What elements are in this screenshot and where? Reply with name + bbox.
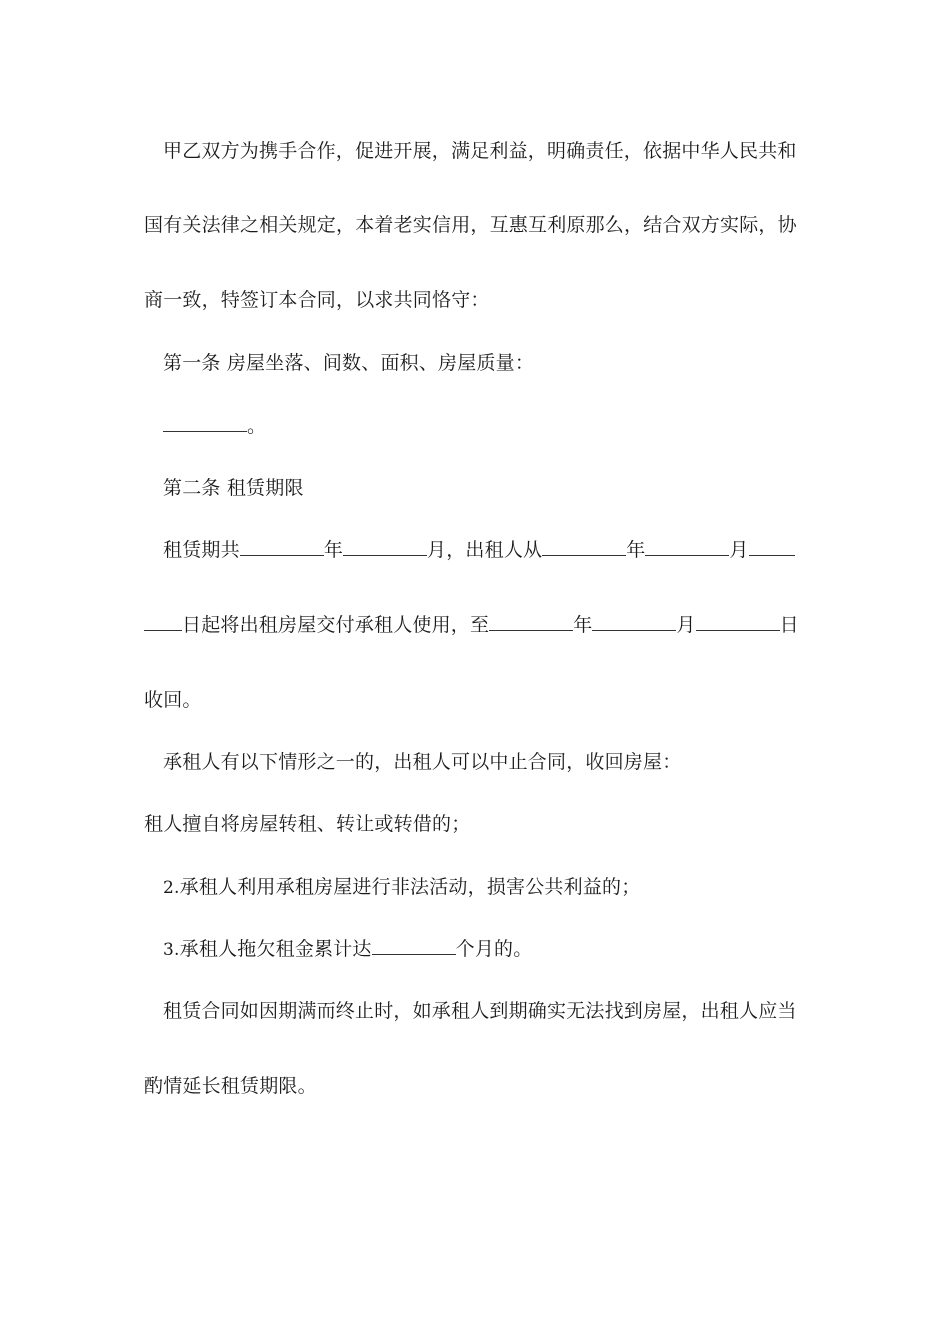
- article-1-blank-end: 。: [247, 415, 267, 437]
- fill-blank: [343, 539, 427, 556]
- lease-period-text: 年: [626, 539, 646, 561]
- termination-item-3: [163, 937, 532, 962]
- lease-period-text: 日: [779, 614, 799, 636]
- termination-item-1: 租人擅自将房屋转租、转让或转借的；: [144, 813, 471, 835]
- lease-period-line-1: [163, 538, 795, 562]
- lease-period-text: 月: [729, 539, 749, 561]
- termination-intro: 承租人有以下情形之一的，出租人可以中止合同，收回房屋：: [163, 751, 682, 773]
- preamble-line-1: 甲乙双方为携手合作，促进开展，满足利益，明确责任，依据中华人民共和: [163, 140, 797, 162]
- fill-blank: [592, 614, 676, 631]
- article-1-heading: 第一条 房屋坐落、间数、面积、房屋质量：: [163, 352, 535, 374]
- item-text: 个月的。: [455, 938, 533, 960]
- item-text: 承租人利用承租房屋进行非法活动，损害公共利益的；: [179, 876, 641, 898]
- lease-period-text: 年: [573, 614, 593, 636]
- fill-blank: [542, 539, 626, 556]
- lease-period-line-2: [144, 613, 799, 637]
- item-number: 3.: [163, 940, 180, 960]
- lease-period-text: 年: [323, 539, 344, 561]
- extension-line-1: 租赁合同如因期满而终止时，如承租人到期确实无法找到房屋，出租人应当: [163, 1000, 797, 1022]
- item-text: 承租人拖欠租金累计达: [179, 938, 372, 960]
- fill-blank: [645, 539, 729, 556]
- lease-period-text: 租赁期共: [163, 539, 240, 561]
- article-1-blank-line: [163, 414, 266, 438]
- fill-blank: [240, 539, 324, 556]
- extension-line-2: 酌情延长租赁期限。: [144, 1075, 317, 1097]
- lease-period-text: 日起将出租房屋交付承租人使用，至: [182, 614, 490, 636]
- fill-blank: [749, 539, 795, 556]
- fill-blank: [489, 614, 573, 631]
- preamble-line-3: 商一致，特签订本合同，以求共同恪守：: [144, 289, 490, 311]
- article-2-heading: 第二条 租赁期限: [163, 477, 304, 499]
- preamble-line-2: 国有关法律之相关规定，本着老实信用，互惠互利原那么，结合双方实际，协: [144, 214, 797, 236]
- fill-blank: [144, 614, 182, 631]
- lease-period-line-3: 收回。: [144, 689, 202, 711]
- item-number: 2.: [163, 878, 180, 898]
- fill-blank: [163, 415, 247, 432]
- lease-period-text: 月，出租人从: [427, 539, 543, 561]
- lease-period-text: 月: [676, 614, 696, 636]
- termination-item-2: [163, 875, 640, 900]
- fill-blank: [696, 614, 780, 631]
- fill-blank: [372, 938, 456, 955]
